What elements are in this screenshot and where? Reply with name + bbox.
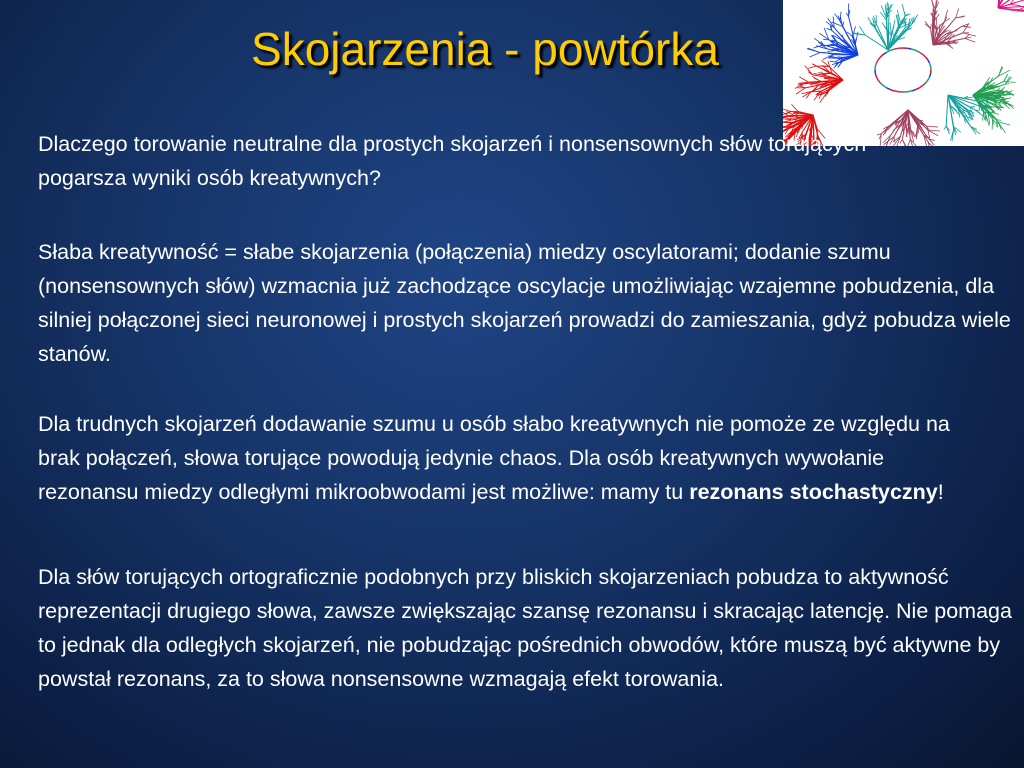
difficult-associations-end: ! (937, 480, 944, 504)
network-tree-graphic (783, 0, 1024, 146)
network-tree-image (783, 0, 1024, 146)
slide-title: Skojarzenia - powtórka (251, 23, 719, 75)
stochastic-resonance-term: rezonans stochastyczny (689, 480, 938, 504)
difficult-associations-paragraph (38, 407, 978, 509)
question-paragraph: Dlaczego torowanie neutralne dla prostych skojarzeń i nonsensownych słów torujących pogarsza wyniki osób kreatywnych? (38, 132, 867, 190)
orthographic-priming-paragraph: Dla słów torujących ortograficznie podobnych przy bliskich skojarzeniach pobudza to aktywność reprezentacji drugiego słowa, zawsze zwiększając szansę rezonansu i skracając latencję. Nie pomaga to jednak dla odległych skojarzeń, nie pobudzając pośrednich obwodów, które muszą być aktywne by powstał rezonans, za to słowa nonsensowne wzmagają efekt torowania. (38, 565, 1012, 691)
difficult-associations-text: Dla trudnych skojarzeń dodawanie szumu u osób słabo kreatywnych nie pomoże ze względu na brak połączeń, słowa torujące powodują jedynie chaos. Dla osób kreatywnych wywołanie rezonansu miedzy odległymi mikroobwodami jest możliwe: mamy tu (38, 412, 950, 504)
answer-paragraph: Słaba kreatywność = słabe skojarzenia (połączenia) miedzy oscylatorami; dodanie szumu (nonsensownych słów) wzmacnia już zachodzące oscylacje umożliwiając wzajemne pobudzenia, dla silniej połączonej sieci neuronowej i prostych skojarzeń prowadzi do zamieszania, gdyż pobudza wiele stanów. (38, 240, 1011, 366)
